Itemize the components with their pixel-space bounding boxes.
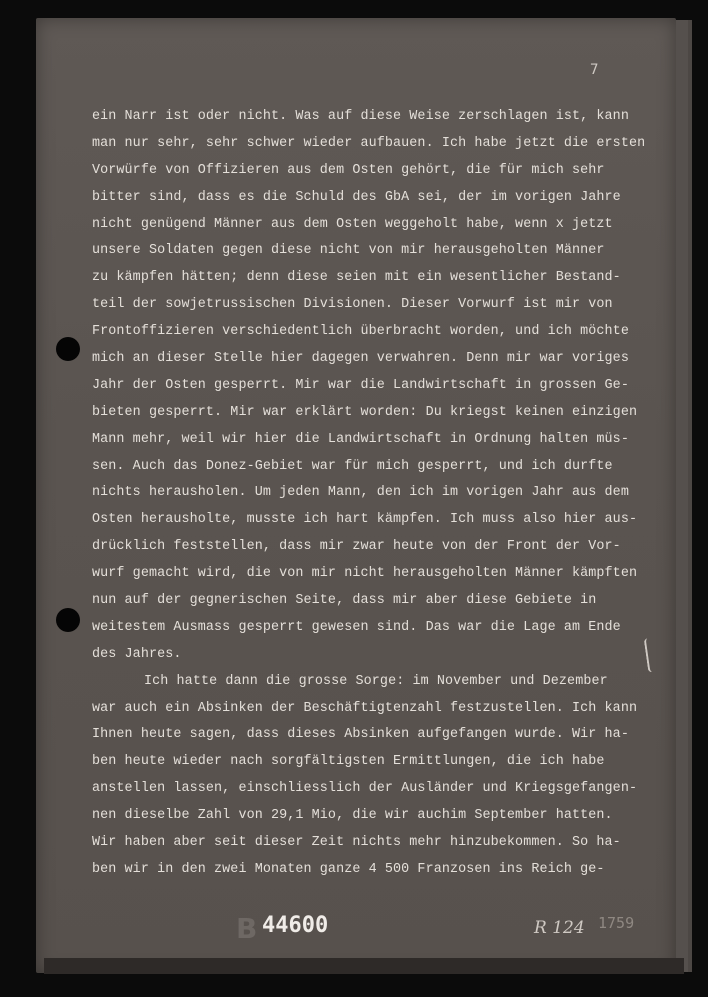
text-line: Vorwürfe von Offizieren aus dem Osten gehört, die für mich sehr — [92, 162, 605, 178]
text-line: Frontoffizieren verschiedentlich überbracht worden, und ich möchte — [92, 324, 629, 340]
text-line: bieten gesperrt. Mir war erklärt worden: Du kriegst keinen einzigen — [92, 404, 638, 420]
text-line: Wir haben aber seit dieser Zeit nichts mehr hinzubekommen. So ha- — [92, 835, 621, 851]
text-line: nen dieselbe Zahl von 29,1 Mio, die wir auchim September hatten. — [92, 808, 613, 824]
text-line: wurf gemacht wird, die von mir nicht herausgeholten Männer kämpften — [92, 566, 638, 582]
stamp-document-number: 44600 — [262, 913, 329, 938]
text-line: mich an dieser Stelle hier dagegen verwahren. Denn mir war voriges — [92, 351, 629, 367]
text-line: nicht genügend Männer aus dem Osten weggeholt habe, wenn x jetzt — [92, 216, 613, 232]
page-bottom-strip — [44, 958, 684, 974]
page-number: 7 — [590, 62, 599, 78]
punch-hole-bottom — [56, 608, 80, 632]
text-line: des Jahres. — [92, 646, 182, 662]
handwritten-reference: R 124 — [534, 918, 585, 938]
text-line: bitter sind, dass es die Schuld des GbA sei, der im vorigen Jahre — [92, 189, 621, 205]
text-line: ben wir in den zwei Monaten ganze 4 500 Franzosen ins Reich ge- — [92, 861, 605, 877]
text-line: Ihnen heute sagen, dass dieses Absinken aufgefangen wurde. Wir ha- — [92, 727, 629, 743]
text-line: Osten herausholte, musste ich hart kämpfen. Ich muss also hier aus- — [92, 512, 638, 528]
text-line: ein Narr ist oder nicht. Was auf diese Weise zerschlagen ist, kann — [92, 109, 629, 124]
text-line: sen. Auch das Donez-Gebiet war für mich gesperrt, und ich durfte — [92, 458, 613, 474]
text-line: nichts herausholen. Um jeden Mann, den ich im vorigen Jahr aus dem — [92, 485, 629, 501]
text-line: weitestem Ausmass gesperrt gewesen sind. Das war die Lage am Ende — [92, 619, 621, 635]
text-line: zu kämpfen hätten; denn diese seien mit ein wesentlicher Bestand- — [92, 270, 621, 286]
archive-reference-number: 1759 — [598, 914, 635, 932]
text-line: unsere Soldaten gegen diese nicht von mir herausgeholten Männer — [92, 243, 605, 259]
text-line: Jahr der Osten gesperrt. Mir war die Landwirtschaft in grossen Ge- — [92, 377, 629, 393]
text-line: drücklich feststellen, dass mir zwar heute von der Front der Vor- — [92, 539, 621, 555]
text-line: war auch ein Absinken der Beschäftigtenzahl festzustellen. Ich kann — [92, 700, 638, 716]
paragraph-start-line: Ich hatte dann die grosse Sorge: im November und Dezember — [144, 673, 608, 689]
text-line: teil der sowjetrussischen Divisionen. Dieser Vorwurf ist mir von — [92, 297, 613, 313]
text-line: man nur sehr, sehr schwer wieder aufbauen. Ich habe jetzt die ersten — [92, 135, 646, 151]
stamp-ghost-letter: B — [236, 912, 258, 945]
text-line: nun auf der gegnerischen Seite, dass mir aber diese Gebiete in — [92, 593, 597, 609]
text-line: ben heute wieder nach sorgfältigsten Ermittlungen, die ich habe — [92, 754, 605, 770]
typed-text-body — [92, 104, 660, 884]
punch-hole-top — [56, 337, 80, 361]
text-line: Mann mehr, weil wir hier die Landwirtschaft in Ordnung halten müs- — [92, 431, 629, 447]
text-line: anstellen lassen, einschliesslich der Ausländer und Kriegsgefangen- — [92, 781, 638, 797]
